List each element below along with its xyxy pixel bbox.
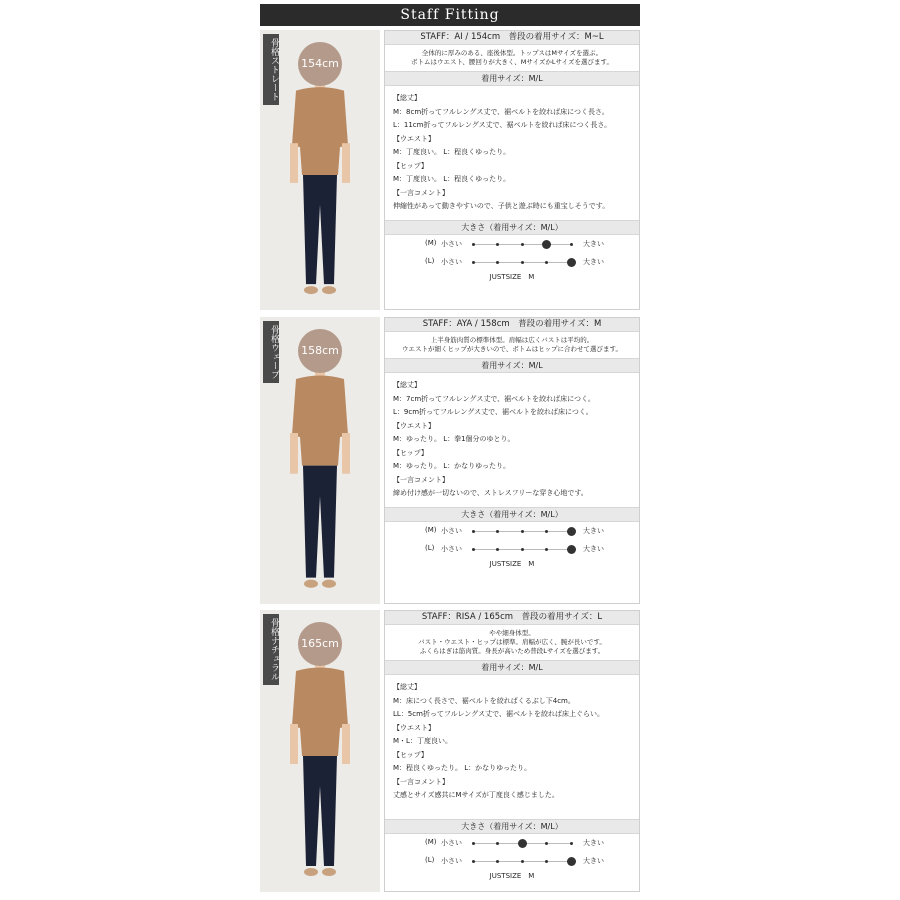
- justsize-label: JUSTSIZE M: [489, 872, 535, 880]
- note-line: M：ゆったり。 L：拳1個分のゆとり。: [393, 435, 515, 443]
- staff-title: STAFF：AYA / 158cm 普段の着用サイズ：M: [385, 318, 639, 332]
- size-scale-row: [385, 235, 639, 253]
- height-badge: 165cm: [298, 622, 342, 666]
- description-line: バスト・ウエスト・ヒップは標準。肩幅が広く、腕が長いです。: [418, 638, 606, 646]
- note-line: 【総丈】: [393, 381, 421, 389]
- staff-title: STAFF：RISA / 165cm 普段の着用サイズ：L: [385, 611, 639, 625]
- scale-small-label: 小さい: [441, 240, 462, 248]
- size-scale-row: [385, 522, 639, 540]
- note-line: 丈感とサイズ感共にMサイズが丁度良く感じました。: [393, 791, 559, 799]
- note-line: M：丁度良い。 L：程良くゆったり。: [393, 175, 511, 183]
- note-line: L：11cm折ってフルレングス丈で、裾ベルトを絞れば床につく長さ。: [393, 121, 612, 129]
- scale-marker-selected: [567, 527, 576, 536]
- note-line: M：程良くゆったり。 L：かなりゆったり。: [393, 764, 532, 772]
- size-scale-row: [385, 253, 639, 271]
- size-label: (M): [425, 526, 437, 534]
- scale-marker: [496, 261, 499, 264]
- scale-small-label: 小さい: [441, 839, 462, 847]
- fitting-panel: [384, 317, 640, 604]
- scale-marker: [545, 548, 548, 551]
- scale-marker: [472, 860, 475, 863]
- fitting-panel: [384, 610, 640, 892]
- note-line: 【ウエスト】: [393, 134, 435, 143]
- size-scale-row: [385, 834, 639, 852]
- scale-marker: [545, 261, 548, 264]
- body-description: [385, 332, 639, 359]
- scale-small-label: 小さい: [441, 527, 462, 535]
- fitting-notes: [385, 86, 639, 221]
- size-scale-label: 大きさ（着用サイズ：M/L）: [385, 508, 639, 522]
- note-line: M：床につく長さで、裾ベルトを絞ればくるぶし下4cm。: [393, 696, 575, 705]
- scale-marker: [472, 548, 475, 551]
- note-line: 【ヒップ】: [393, 161, 428, 170]
- note-line: 【ウエスト】: [393, 421, 435, 430]
- scale-marker: [521, 860, 524, 863]
- description-line: やや細身体型。: [489, 629, 535, 637]
- fitting-notes: [385, 675, 639, 820]
- scale-marker: [521, 243, 524, 246]
- note-line: LL：5cm折ってフルレングス丈で、裾ベルトを絞れば床上ぐらい。: [393, 710, 604, 718]
- fitting-notes: [385, 373, 639, 508]
- staff-block: [260, 610, 640, 892]
- scale-small-label: 小さい: [441, 857, 462, 865]
- justsize-label: JUSTSIZE M: [489, 273, 535, 281]
- height-badge: 158cm: [298, 329, 342, 373]
- scale-marker: [496, 860, 499, 863]
- note-line: 【ヒップ】: [393, 750, 428, 759]
- note-line: 【ウエスト】: [393, 723, 435, 732]
- note-line: 【総丈】: [393, 683, 421, 691]
- note-line: 【一言コメント】: [393, 777, 449, 786]
- scale-marker: [521, 261, 524, 264]
- scale-marker: [472, 842, 475, 845]
- scale-big-label: 大きい: [583, 545, 604, 553]
- note-line: 【一言コメント】: [393, 188, 449, 197]
- body-type-tag: 骨格ナチュラル: [263, 614, 279, 685]
- scale-marker: [521, 530, 524, 533]
- staff-title: STAFF：AI / 154cm 普段の着用サイズ：M~L: [385, 31, 639, 45]
- wear-size-label: 着用サイズ：M/L: [385, 72, 639, 86]
- note-line: M：丁度良い。 L：程良くゆったり。: [393, 148, 511, 156]
- size-label: (M): [425, 838, 437, 846]
- staff-photo: [260, 30, 380, 310]
- note-line: 締め付け感が一切ないので、ストレスフリーな穿き心地です。: [393, 489, 588, 497]
- scale-marker: [496, 243, 499, 246]
- staff-block: [260, 30, 640, 310]
- scale-marker: [545, 530, 548, 533]
- note-line: M：7cm折ってフルレングス丈で、裾ベルトを絞れば床につく。: [393, 394, 595, 403]
- scale-marker-selected: [542, 240, 551, 249]
- description-line: 上半身筋肉質の標準体型。肩幅は広くバストは平均的。: [430, 336, 594, 344]
- size-label: (M): [425, 239, 437, 247]
- scale-marker: [545, 842, 548, 845]
- scale-marker-selected: [567, 545, 576, 554]
- scale-marker: [496, 530, 499, 533]
- size-label: (L): [425, 856, 435, 864]
- scale-big-label: 大きい: [583, 857, 604, 865]
- description-line: ふくらはぎは筋肉質。身長が高いため普段Lサイズを選びます。: [419, 647, 605, 655]
- wear-size-label: 着用サイズ：M/L: [385, 359, 639, 373]
- scale-marker: [496, 842, 499, 845]
- scale-marker-selected: [567, 258, 576, 267]
- note-line: M・L：丁度良い。: [393, 737, 452, 745]
- scale-marker: [472, 243, 475, 246]
- scale-marker-selected: [567, 857, 576, 866]
- justsize-label: JUSTSIZE M: [489, 560, 535, 568]
- staff-photo: [260, 610, 380, 892]
- body-description: [385, 625, 639, 661]
- scale-small-label: 小さい: [441, 258, 462, 266]
- body-type-tag: 骨格ウェーブ: [263, 321, 279, 383]
- scale-big-label: 大きい: [583, 240, 604, 248]
- note-line: L：9cm折ってフルレングス丈で、裾ベルトを絞れば床につく。: [393, 408, 593, 416]
- scale-big-label: 大きい: [583, 839, 604, 847]
- description-line: 全体的に厚みのある、座後体型。トップスはMサイズを選ぶ。: [421, 49, 603, 57]
- section-title: Staff Fitting: [260, 4, 640, 26]
- size-scale-label: 大きさ（着用サイズ：M/L）: [385, 221, 639, 235]
- note-line: 【ヒップ】: [393, 448, 428, 457]
- size-label: (L): [425, 544, 435, 552]
- scale-marker: [521, 548, 524, 551]
- scale-marker: [570, 842, 573, 845]
- scale-small-label: 小さい: [441, 545, 462, 553]
- staff-photo: [260, 317, 380, 604]
- body-description: [385, 45, 639, 72]
- note-line: M：8cm折ってフルレングス丈で、裾ベルトを絞れば床につく長さ。: [393, 107, 609, 116]
- scale-marker: [496, 548, 499, 551]
- note-line: 【総丈】: [393, 94, 421, 102]
- description-line: ボトムはウエスト、腰回りが大きく、MサイズかLサイズを選びます。: [411, 58, 613, 66]
- size-scale-label: 大きさ（着用サイズ：M/L）: [385, 820, 639, 834]
- size-label: (L): [425, 257, 435, 265]
- wear-size-label: 着用サイズ：M/L: [385, 661, 639, 675]
- note-line: 伸縮性があって動きやすいので、子供と遊ぶ時にも重宝しそうです。: [393, 202, 610, 210]
- size-scale-row: [385, 852, 639, 870]
- body-type-tag: 骨格ストレート: [263, 34, 279, 105]
- size-scale-row: [385, 540, 639, 558]
- scale-marker: [570, 243, 573, 246]
- scale-marker: [472, 530, 475, 533]
- scale-marker-selected: [518, 839, 527, 848]
- scale-marker: [472, 261, 475, 264]
- staff-block: [260, 317, 640, 604]
- scale-marker: [545, 860, 548, 863]
- scale-big-label: 大きい: [583, 258, 604, 266]
- description-line: ウエストが細くヒップが大きいので、ボトムはヒップに合わせて選びます。: [402, 345, 622, 353]
- height-badge: 154cm: [298, 42, 342, 86]
- note-line: 【一言コメント】: [393, 475, 449, 484]
- scale-big-label: 大きい: [583, 527, 604, 535]
- note-line: M：ゆったり。 L：かなりゆったり。: [393, 462, 511, 470]
- fitting-panel: [384, 30, 640, 310]
